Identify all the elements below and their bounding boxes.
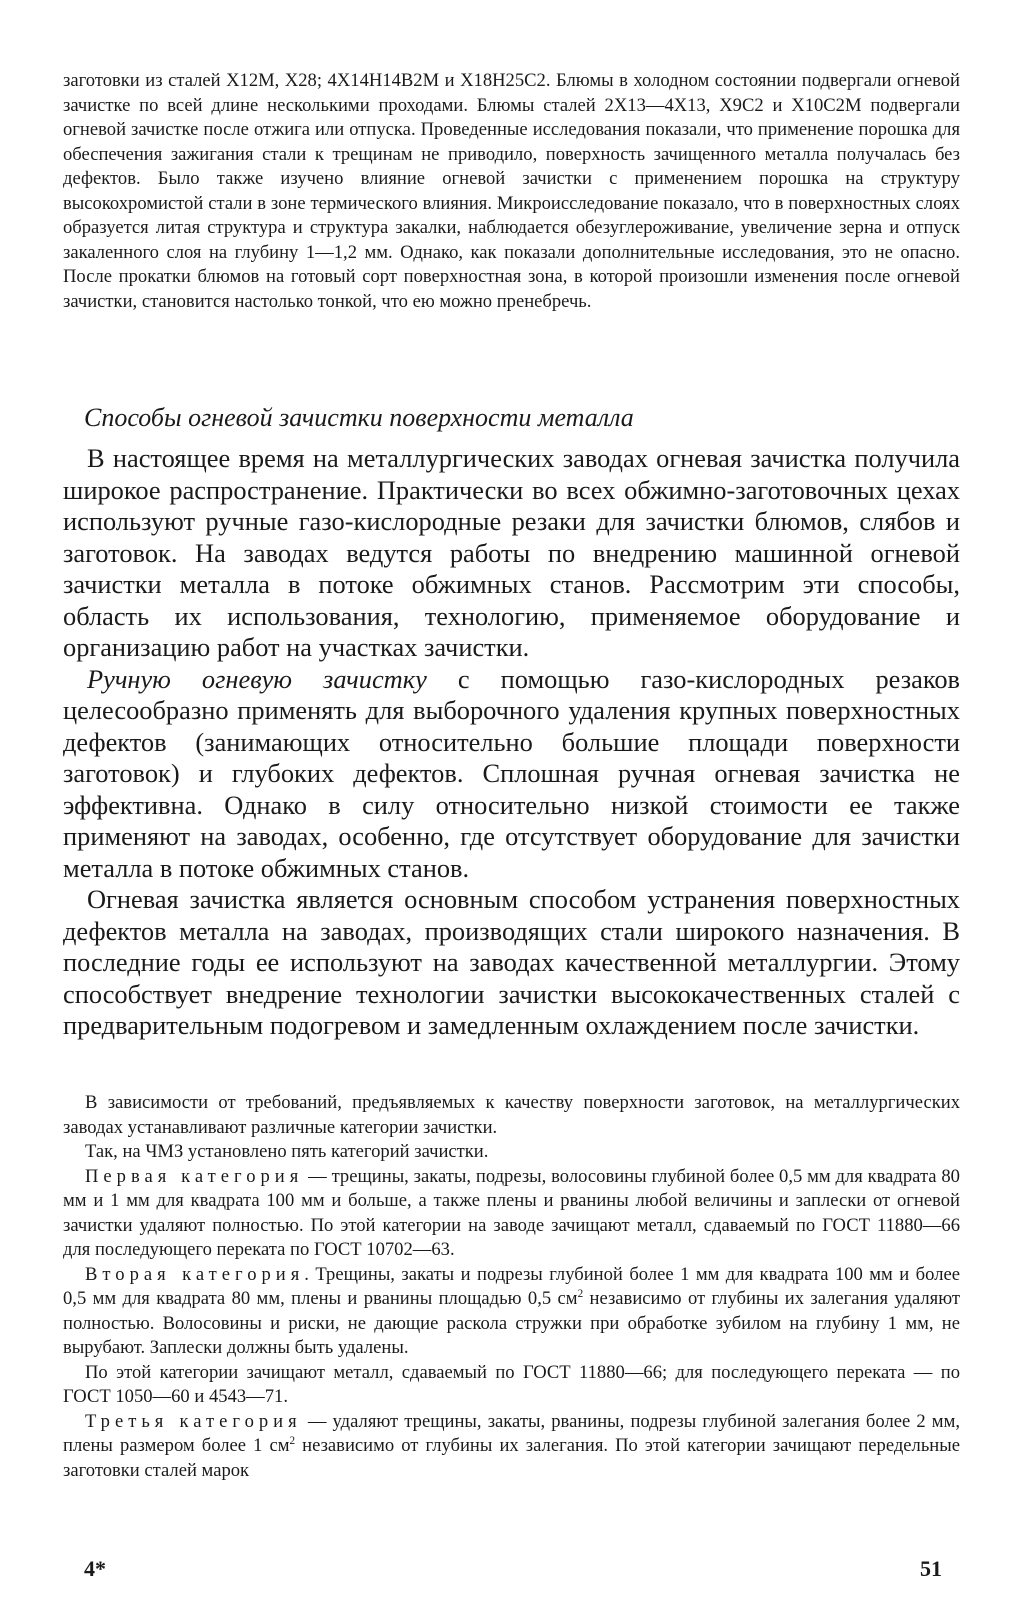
manual-text: с помощью газо-кислородных резаков целесообразно применять для выборочного удаления крупных поверхностных дефектов (занимающих относительно большие площади поверхности заготовок) и глубоких дефектов. Сплошная ручная огневая зачистка не эффективна. Однако в силу относительно низкой стоимости ее также применяют на заводах, особенно, где отсутствует оборудование для зачистки металла в потоке обжимных станов.: [63, 663, 960, 883]
category-3: [63, 1410, 960, 1484]
category-2-label: Вторая категория: [85, 1263, 305, 1285]
category-1-label: Первая категория: [85, 1165, 304, 1187]
category-2-gost: По этой категории зачищают металл, сдаваемый по ГОСТ 11880—66; для последующего переката — по ГОСТ 1050—60 и 4543—71.: [63, 1361, 960, 1407]
category-1-text: — трещины, закаты, подрезы, волосовины глубиной более 0,5 мм для квадрата 80 мм и 1 мм для квадрата 100 мм и больше, а также плены и рванины любой величины и заплески от огневой зачистки удаляют полностью. По этой категории на заводе зачищают металл, сдаваемый по ГОСТ 11880—66 для последующего переката по ГОСТ 10702—63.: [63, 1165, 960, 1260]
intro-paragraph-block: [63, 69, 960, 314]
main-text-block: [63, 443, 960, 1042]
category-2-sup: 2: [577, 1287, 584, 1300]
category-2-text-b: независимо от глубины их залегания удаляют полностью. Волосовины и риски, не дающие раскола стружки при обработке зубилом на глубину 1 мм, не вырубают. Заплески должны быть удалены.: [63, 1288, 961, 1358]
categories-intro: В зависимости от требований, предъявляемых к качеству поверхности заготовок, на металлургических заводах устанавливают различные категории зачистки.: [63, 1092, 960, 1138]
intro-paragraph: заготовки из сталей Х12М, Х28; 4Х14Н14В2М и Х18Н25С2. Блюмы в холодном состоянии подвергали огневой зачистке по всей длине несколькими проходами. Блюмы сталей 2Х13—4Х13, Х9С2 и Х10С2М подвергали огневой зачистке после отжига или отпуска. Проведенные исследования показали, что применение порошка для обеспечения зажигания стали к трещинам не приводило, поверхность зачищенного металла получалась без дефектов. Было также изучено влияние огневой зачистки с применением порошка на структуру высокохромистой стали в зоне термического влияния. Микроисследование показало, что в поверхностных слоях образуется литая структура и структура закалки, наблюдается обезуглероживание, увеличение зерна и отпуск закаленного слоя на глубину 1—1,2 мм. Однако, как показали дополнительные исследования, это не опасно. После прокатки блюмов на готовый сорт поверхностная зона, в которой произошли изменения после огневой зачистки, становится настолько тонкой, что ею можно пренебречь.: [63, 70, 960, 312]
page-number: 51: [920, 1556, 942, 1581]
category-3-label: Третья категория: [85, 1410, 302, 1432]
categories-count: Так, на ЧМЗ установлено пять категорий зачистки.: [85, 1141, 489, 1162]
paragraph-main-method: Огневая зачистка является основным способом устранения поверхностных дефектов металла на заводах, производящих стали широкого назначения. В последние годы ее используют на заводах качественной металлургии. Этому способствует внедрение технологии зачистки высококачественных сталей с предварительным подогревом и замедленным охлаждением после зачистки.: [63, 884, 960, 1040]
category-3-sup: 2: [289, 1434, 296, 1447]
categories-block: [63, 1091, 960, 1483]
category-2: [63, 1263, 960, 1361]
category-1: [63, 1165, 960, 1263]
category-2-text-a: . Трещины, закаты и подрезы глубиной более 1 мм для квадрата 100 мм и более 0,5 мм для квадрата 80 мм, плены и рванины площадью 0,5 см: [63, 1263, 960, 1309]
paragraph-intro: В настоящее время на металлургических заводах огневая зачистка получила широкое распространение. Практически во всех обжимно-заготовочных цехах используют ручные газо-кислородные резаки для зачистки блюмов, слябов и заготовок. На заводах ведутся работы по внедрению машинной огневой зачистки металла в потоке обжимных станов. Рассмотрим эти способы, область их использования, технологию, применяемое оборудование и организацию работ на участках зачистки.: [63, 443, 960, 662]
signature-mark: 4*: [84, 1556, 106, 1581]
paragraph-manual: [63, 664, 960, 885]
category-3-text-a: — удаляют трещины, закаты, рванины, подрезы глубиной залегания более 2 мм, плены размером более 1 см: [63, 1410, 960, 1456]
section-heading: Способы огневой зачистки поверхности металла: [84, 403, 634, 432]
manual-term: Ручную огневую зачистку: [87, 663, 427, 694]
category-3-text-b: независимо от глубины их залегания. По этой категории зачищают передельные заготовки сталей марок: [63, 1435, 960, 1481]
